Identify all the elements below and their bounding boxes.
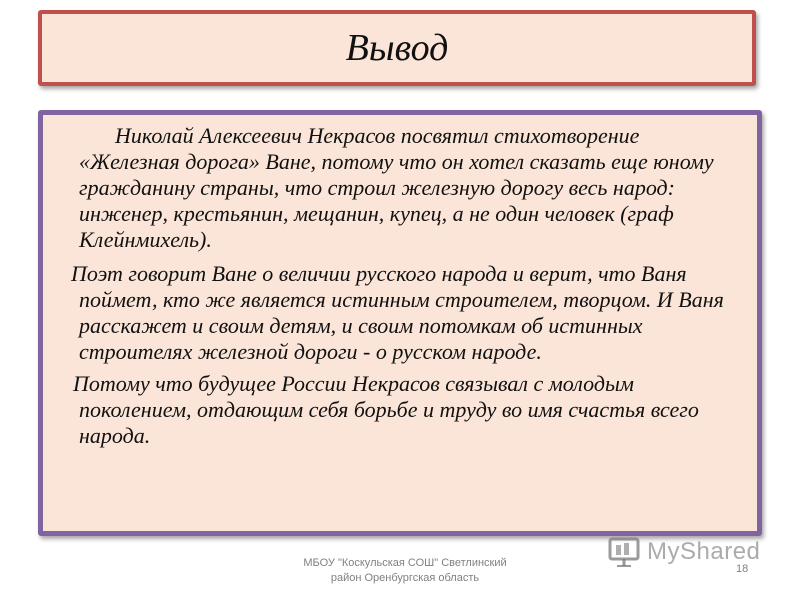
footer-line-1: МБОУ "Коскульская СОШ" Светлинский [303,557,507,569]
paragraph-2: Поэт говорит Ване о величии русского народа и верит, что Ваня поймет, кто же является истинным строителем, творцом. И Ваня расскажет и своим детям, и своим потомкам об истинных строителях железной дороги - о русском народе. [71,261,724,364]
watermark [607,536,767,568]
footer-institution [270,556,540,586]
presentation-board-icon [607,537,643,567]
watermark-text: MyShared [647,538,761,565]
content-box [38,110,762,536]
paragraph-1: Николай Алексеевич Некрасов посвятил стихотворение «Железная дорога» Ване, потому что он хотел сказать еще юному гражданину страны, что строил железную дорогу весь народ: инженер, крестьянин, мещанин, купец, а не один человек (граф Клейнмихель). [79,123,714,252]
slide-title: Вывод [345,27,449,69]
paragraph-3: Потому что будущее России Некрасов связывал с молодым поколением, отдающим себя борьбе и труду во имя счастья всего народа. [73,371,699,448]
footer-line-2: район Оренбургская область [330,572,480,584]
title-box [38,10,756,86]
page-number: 18 [736,563,749,575]
